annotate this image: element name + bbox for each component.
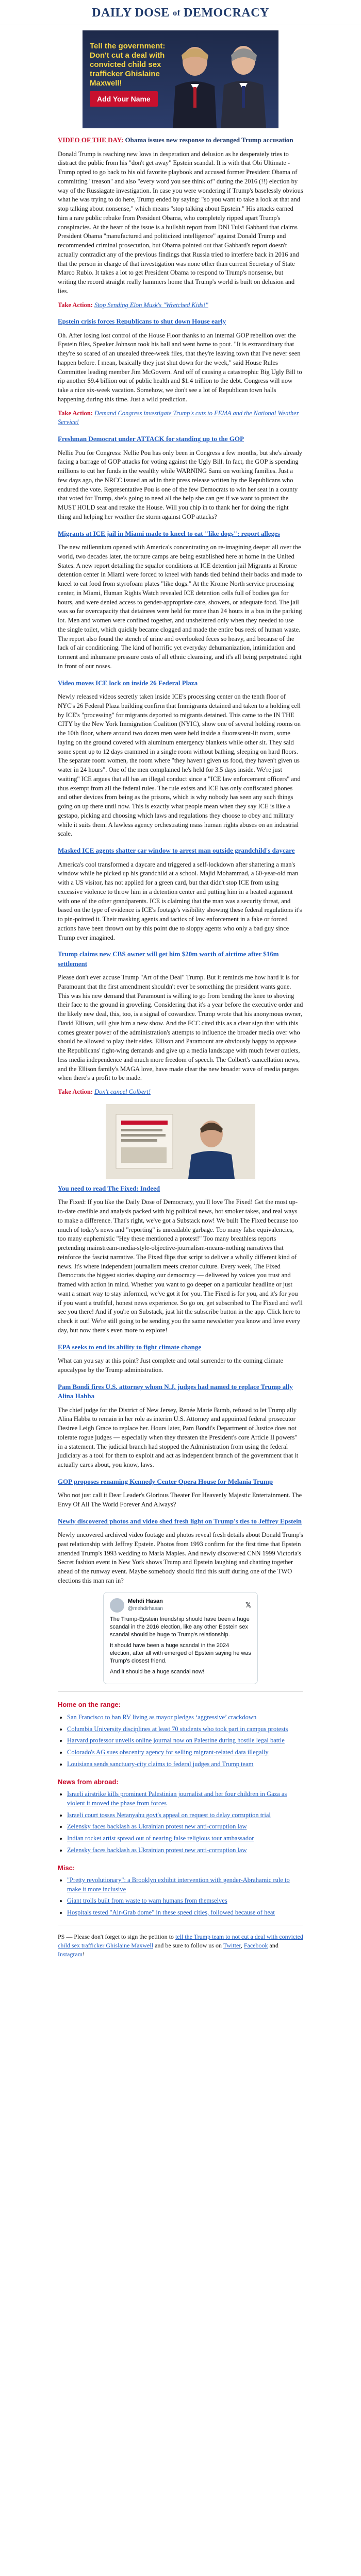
story-epstein-house (58, 317, 303, 427)
story-paragraph: The Fixed: If you like the Daily Dose of Democracy, you'll love The Fixed! Get the most up-to-date credible and analysis packed with big political news, hot smoker takes, and real ways to make a difference. That's right, we've got a Substack now! We built The Fixed because too much of today's news and "reporting" is unreadable garbage. Too many false equivalencies, too many euphemistic "Hey these mentioned a protest!" Too many breathless reports pretending mainstream-media-style-objective-journalism-means-nothing narratives that reinforce the fascist narrative. The Fixed flips that script to deliver a wholly different kind of news. It's where independent journalism meets creator culture. Every week, The Fixed Democrats the biggest stories shaping our democracy — delivered by voices you trust and framed with action in mind. Whether you want to go deeper on a particular headline or just want a smart way to stay informed, we've got it for you. The Fixed is for you, and it's for you if you want a truthful, honest news experience. So go on, get subscribed to The Fixed and we'll see you there! And if you're on Substack, just hit the subscribe button in the app. Click here to check it out! We're still going to be sending you the same newsletter you know and love every day, but now there's even more to explore! (58, 1198, 303, 1334)
story-paragraph: What can you say at this point? Just complete and total surrender to the coming climate apocalypse by the Trump administration. (58, 1357, 284, 1374)
news-link[interactable]: Indian rocket artist spread out of nearing false religious tour ambassador (67, 1835, 254, 1842)
story-headline (58, 1517, 303, 1526)
take-action-label: Take Action: (58, 301, 93, 309)
section-home-on-the-range (58, 1700, 303, 1769)
story-headline (58, 1184, 303, 1193)
story-headline (58, 846, 303, 855)
section-misc (58, 1863, 303, 1918)
list-item (67, 1908, 303, 1918)
story-headline-link[interactable]: You need to read The Fixed: Indeed (58, 1184, 160, 1192)
newsletter-content (0, 135, 361, 1959)
story-krome-ice (58, 529, 303, 671)
tweet-author-name: Mehdi Hasan (128, 1598, 163, 1604)
story-headline (58, 950, 303, 969)
story-headline-link[interactable]: Video moves ICE lock on inside 26 Federal Plaza (58, 679, 198, 687)
list-item (67, 1846, 303, 1855)
story-paragraph: Newly uncovered archived video footage and photos reveal fresh details about Donald Trump's past relationship with Jeffrey Epstein. Photos from 1993 confirm for the first time that Epstein attended Trump's 1993 wedding to Marla Maples. And newly discovered CNN 1999 Victoria's Secret fashion event in New York shows Trump and Epstein laughing and chatting together ahead of the runway event. Maybe somebody should find this stuff during one of the TWO elections this man ran in? (58, 1531, 303, 1584)
link-list (58, 1790, 303, 1855)
ps-text: and be sure to follow us on (153, 1942, 223, 1950)
instagram-link[interactable]: Instagram (58, 1951, 83, 1958)
x-logo-icon: 𝕏 (245, 1600, 251, 1609)
news-link[interactable]: Zelensky faces backlash as Ukrainian protest new anti-corruption law (67, 1846, 247, 1854)
story-headline-link[interactable]: Epstein crisis forces Republicans to shut down House early (58, 317, 226, 326)
story-paragraph: Nellie Pou for Congress: Nellie Pou has only been in Congress a few months, but she's already facing a barrage of GOP attacks for voting against the Ugly Bill. In fact, the GOP is spending millions to cut her funds in the wealthy while WARNING Sami on working families. Just a few days ago, the NRCC issued an ad in their press release written by the Republicans who endured the vote. Representative Pou is one of the few Democrats to win her seat in a county that voted for Trump, she's going to need all the help she can get if we want to protect the MUST HOLD seat and retake the House. Will you chip in to thank her for doing the right thing and helping her weather the storm against GOP attacks? (58, 449, 303, 520)
take-action-link[interactable]: Don't cancel Colbert! (94, 1088, 151, 1096)
story-headline (58, 679, 303, 688)
ps-text: and (268, 1942, 278, 1950)
list-item (67, 1811, 303, 1820)
masthead-title-part2: DEMOCRACY (184, 6, 269, 20)
news-link[interactable]: Israeli airstrike kills prominent Palestinian journalist and her four children in Gaza as violent it moved the phase from forces (67, 1790, 287, 1807)
news-link[interactable]: Israeli court tosses Netanyahu govt's appeal on request to delay corruption trial (67, 1811, 271, 1819)
masthead (0, 0, 361, 25)
story-epa-climate (58, 1343, 303, 1375)
link-list (58, 1876, 303, 1918)
story-nellie-pou (58, 434, 303, 521)
story-headline-text: Obama issues new response to deranged Trump accusation (123, 136, 293, 144)
section-title: News from abroad: (58, 1777, 119, 1786)
petition-link[interactable]: tell the Trump team to not cut a deal with convicted child sex trafficker Ghislaine Maxwell (58, 1933, 303, 1950)
news-link[interactable]: Columbia University disciplines at least 70 students who took part in campus protests (67, 1725, 288, 1733)
the-fixed-illustration (106, 1104, 255, 1179)
tweet-text-line: The Trump-Epstein friendship should have been a huge scandal in the 2016 election, like any other Epstein sex scandal should be huge to Trump's relationship. (110, 1616, 250, 1638)
story-the-fixed (58, 1104, 303, 1335)
story-headline (58, 1382, 303, 1401)
list-item (67, 1822, 303, 1832)
story-paragraph: The chief judge for the District of New Jersey, Renée Marie Bumb, refused to let Trump ally Alina Habba to remain in her role as interim U.S. Attorney and appointed federal prosecutor Desiree Leigh Grace to replace her. Hours later, Pam Bondi's Department of Justice does not tolerate rogue judges — especially when they threaten the President's core Article II powers" in a statement. The judicial branch had stopped the Administration from using the federal judiciary as a tool for them to exploit and act as independent branch of the government that it actually cares about, you know, laws. (58, 1406, 299, 1469)
list-item (67, 1790, 303, 1808)
facebook-link[interactable]: Facebook (243, 1942, 268, 1950)
news-link[interactable]: "Pretty revolutionary": a Brooklyn exhibit intervention with gender-Abrahamic rule to make it more inclusive (67, 1876, 290, 1893)
tweet-author-handle: @mehdirhasan (128, 1606, 163, 1612)
story-paragraph: Please don't ever accuse Trump "Art of the Deal" Trump. But it reminds me how hard it is for Paramount that the first amendment shouldn't ever be something the president wants gone. This was his new demand that Paramount is willing to go from bending the knee to shoving their face to the ground in groveling. Considering that it's a year before the executive order and the likely new deal, this, too, is a signal of cowardice. Trump wrote that his anonymous owner, David Ellison, will give him a new show. And the FCC cited this as a clear sign that with this comes greater power of the administration's attempts to influence the broader media over who should be allowed to play their sides. Ellison and Paramount are obviously happy to appease the Republicans' right-wing demands and give up a media landscape with much fewer outlets, less media independence and much more freedom of speech. The Colbert's cancellation news, and the Ellison family's MAGA love, have made clear the new broader wave of media purges when there's a profit to be made. (58, 974, 303, 1082)
news-link[interactable]: Colorado's AG sues obscenity agency for selling migrant-related data illegally (67, 1749, 269, 1756)
ps-text: ! (82, 1951, 85, 1958)
story-headline (58, 529, 303, 538)
story-headline-link[interactable]: Masked ICE agents shatter car window to arrest man outside grandchild's daycare (58, 846, 295, 855)
story-paragraph: America's cool transformed a daycare and triggered a self-lockdown after shattering a man's window while he picked up his grandchild at a school. Majid Mohammad, a 60-year-old man with a US visitor, has not applied for a green card, but that didn't stop ICE from using excessive violence to throw him in a detention center and putting him in a heated argument with one of the other grandparents. ICE is claiming that the man was a security threat, and based on the type of evidence is ICE's footage's visibility showing these federal regulations it's to pin-pointed it. Their masking agents and tactics of law enforcement in a fake or forced actions have been thrown out by this point due to sloppy agents who only a bad guy since Trump ever imagined. (58, 860, 302, 941)
story-paragraph: Oh. After losing lost control of the House Floor thanks to an internal GOP rebellion over the Epstein files, Speaker Johnson took his ball and went home to pout. "It is extraordinary that they're so scared of an unsealed three-week files, that they're leaving town that I've never seen happen before. I mean, basically they just shut down for the week," said House Rules Committee leading member Jim McGovern. And off of causing a catastrophic Big Ugly Bill to rip another $9.4 billion out of public health and $1.4 trillion to the debt. Congress will now take a nice six-week vacation. Somehow, we don't see a lot of Republican town halls happening during this time. Just a wild prediction. (58, 331, 302, 403)
list-item (67, 1876, 303, 1894)
story-headline-link[interactable]: Freshman Democrat under ATTACK for standing up to the GOP (58, 435, 244, 443)
link-list (58, 1713, 303, 1769)
story-26-federal-plaza (58, 679, 303, 839)
tweet-text-line: And it should be a huge scandal now! (110, 1668, 204, 1675)
news-link[interactable]: Giant trolls built from waste to warn humans from themselves (67, 1897, 227, 1905)
story-trump-epstein-photos (58, 1517, 303, 1586)
masthead-title-part1: DAILY DOSE (92, 6, 170, 20)
masthead-title-of: of (173, 9, 180, 18)
story-bondi-habba (58, 1382, 303, 1470)
story-paragraph: Newly released videos secretly taken inside ICE's processing center on the tenth floor of NYC's 26 Federal Plaza building confirm that Immigrants detained and taken to a holding cell by ICE's "processing" for migrants deported to migrants detained. This came to the IN THE CITY by the New York Immigration Coalition (NYIC), show one of several holding rooms on the 10th floor, where around two dozen men were held inside a fluorescent-lit room, some laying on the ground covered with aluminum emergency blankets while other sit. They said some spent up to 12 days crammed in a single room without bathing, sleeping on hard floors. The separate room women, the room where "they haven't given us food, they haven't given us water in 24 hours". One of the men complained he's held for 3.5 days inside. We're just waiting" ICE argues that all has an illegal conduct since a "ICE law enforcement officers" and thus exempt from all the federal rules. The rule exists and ICE has only confiscated phones and other devices from being as the prisons, which is why nobody has seen any such things going on up there until now. This is exactly what people mean when they say ICE is like a gestapo, picking and choosing which laws and regulations they choose to obey and military while it suits them. A lawless agency orchestrating mass human rights abuses on an industrial scale. (58, 693, 301, 838)
take-action-label: Take Action: (58, 409, 93, 417)
take-action-label: Take Action: (58, 1088, 93, 1096)
hero-portrait-left (170, 40, 219, 128)
story-paragraph: Donald Trump is reaching new lows in desperation and delusion as he desperately tries to distract the public from his "don't get away" Epstein scandal. It is with that Obi Ultimate -Trump opted to go back to his old favorite playbook and accused former President Obama of committing "treason" and also "every word you see think of" during the 2016 (!!) election by way of the Russiagate investigation. In case you were wondering if Trump's baselessly obvious what he was trying to do here, Trump ended by saying: "so you want to take a look at that and stop talking about nonsense," which means "stop talking about Epstein." His attacks earned him a rare public rebuke from President Obama, who completely ripped apart Trump's conspiracies. At the heart of the issue is a bullshit report from DNI Tulsi Gabbard that claims President Obama "manufactured and politicized intelligence" against Donald Trump and recommended criminal prosecution, but Obama pointed out that Gabbard's report doesn't actually contradict any of the previous findings that Russia tried to interfere back in 2016 and that the person in charge of that investigation was none other than current Secretary of State Marco Rubio. It takes a lot to get President Obama to respond to Trump's nonsense, but writing the record straight really hammers home that Trump's world is built on delusion and lies. (58, 150, 303, 295)
hero-portrait-right (218, 38, 269, 128)
list-item (67, 1760, 303, 1769)
story-headline (58, 1343, 303, 1352)
news-link[interactable]: Hospitals tested "Air-Grab dome" in these speed cities, followed because of heat (67, 1909, 275, 1917)
story-paragraph: Who not just call it Dear Leader's Glorious Theater For Heavenly Majestic Entertainment. The Envy Of All The World Forever And Always? (58, 1492, 302, 1508)
list-item (67, 1713, 303, 1722)
story-paragraph: The new millennium opened with America's concentrating on re-imagining deeper all over the world, two decades later, the torture camps are being established here at home in the United States. A new report detailing the squalor conditions at ICE detention jail Migrants at Krome detention center in Miami were forced to kneel with hands tied behind their backs and made to kneel to eat food from styrofoam plates "like dogs." At the Krome North service processing center, in Miami, Human Rights Watch revealed ICE detention cells full of bodies gas for hours, and were denied access to gender-appropriate care, showers, or adequate food. The jail was so far overcapacity that detainees were held for more than 24 hours in a bus in the parking lot. Men and women were confined together, and unsheltered only when they needed to use the single toilet, which quickly became clogged and made the entire bus reek of human waste. The report also found the stench of urine and overlooked feces so heavy, and because of the lack of air conditioning. The kind of horrific yet everyday dehumanization, intimidation and torment and inhumane pressure costs of all ethnic cleansing, and it's all being perpetrated right in front of our noses. (58, 544, 302, 670)
story-headline-link[interactable]: Newly discovered photos and video shed fresh light on Trump's ties to Jeffrey Epstein (58, 1517, 302, 1525)
tweet-avatar (110, 1598, 124, 1613)
ps-footer (58, 1933, 303, 1959)
story-headline-link[interactable]: GOP proposes renaming Kennedy Center Opera House for Melania Trump (58, 1477, 273, 1485)
list-item (67, 1736, 303, 1745)
news-link[interactable]: Harvard professor unveils online journal now on Palestine during hostile legal battle (67, 1737, 285, 1744)
hero-headline (90, 42, 172, 88)
section-news-from-abroad (58, 1777, 303, 1855)
list-item (67, 1896, 303, 1906)
section-title: Home on the range: (58, 1701, 121, 1709)
section-divider (58, 1691, 303, 1692)
ps-text: , (240, 1942, 244, 1950)
story-headline (58, 135, 303, 145)
story-kennedy-center (58, 1477, 303, 1510)
story-daycare-arrest (58, 846, 303, 942)
story-headline-link[interactable]: Pam Bondi fires U.S. attorney whom N.J. judges had named to replace Trump ally Alina Habba (58, 1382, 293, 1400)
twitter-link[interactable]: Twitter (223, 1942, 241, 1950)
hero-banner[interactable] (83, 30, 278, 128)
list-item (67, 1725, 303, 1734)
tweet-text-line: It should have been a huge scandal in the 2024 election, after all with emerged of Epstein saying he was Trump's closest friend. (110, 1642, 251, 1664)
list-item (67, 1834, 303, 1843)
news-link[interactable]: Zelensky faces backlash as Ukrainian protest new anti-corruption law (67, 1823, 247, 1831)
story-headline-link[interactable]: Migrants at ICE jail in Miami made to kneel to eat "like dogs": report alleges (58, 529, 280, 537)
add-your-name-button[interactable]: Add Your Name (90, 91, 158, 107)
masthead-title (0, 4, 361, 22)
list-item (67, 1748, 303, 1757)
embedded-tweet[interactable] (103, 1592, 258, 1685)
ps-text: PS — Please don't forget to sign the petition to (58, 1933, 175, 1940)
news-link[interactable]: Louisiana sends sanctuary-city claims to federal judges and Trump team (67, 1760, 254, 1768)
take-action-link[interactable]: Demand Congress investigate Trump's cuts to FEMA and the National Weather Service! (58, 409, 299, 426)
story-headline (58, 1477, 303, 1486)
story-headline (58, 317, 303, 326)
section-title: Misc: (58, 1863, 75, 1872)
the-fixed-promo-image[interactable] (106, 1104, 255, 1179)
tweet-header (110, 1598, 251, 1613)
story-headline (58, 434, 303, 444)
story-headline-link[interactable]: Trump claims new CBS owner will get him $20m worth of airtime after $16m settlement (58, 950, 279, 968)
hero-headline-text: Tell the government: Don't cut a deal with convicted child sex trafficker Ghislaine Maxwell! (90, 42, 166, 88)
take-action-link[interactable]: Stop Sending Elon Musk's "Wretched Kids!" (94, 301, 208, 309)
news-link[interactable]: San Francisco to ban RV living as mayor pledges ‘aggressive’ crackdown (67, 1713, 257, 1721)
story-obama (58, 135, 303, 310)
video-of-the-day-link[interactable]: VIDEO OF THE DAY: (58, 136, 124, 144)
tweet-body (110, 1616, 251, 1675)
story-headline-link[interactable]: EPA seeks to end its ability to fight climate change (58, 1343, 202, 1351)
story-cbs-airtime (58, 950, 303, 1097)
